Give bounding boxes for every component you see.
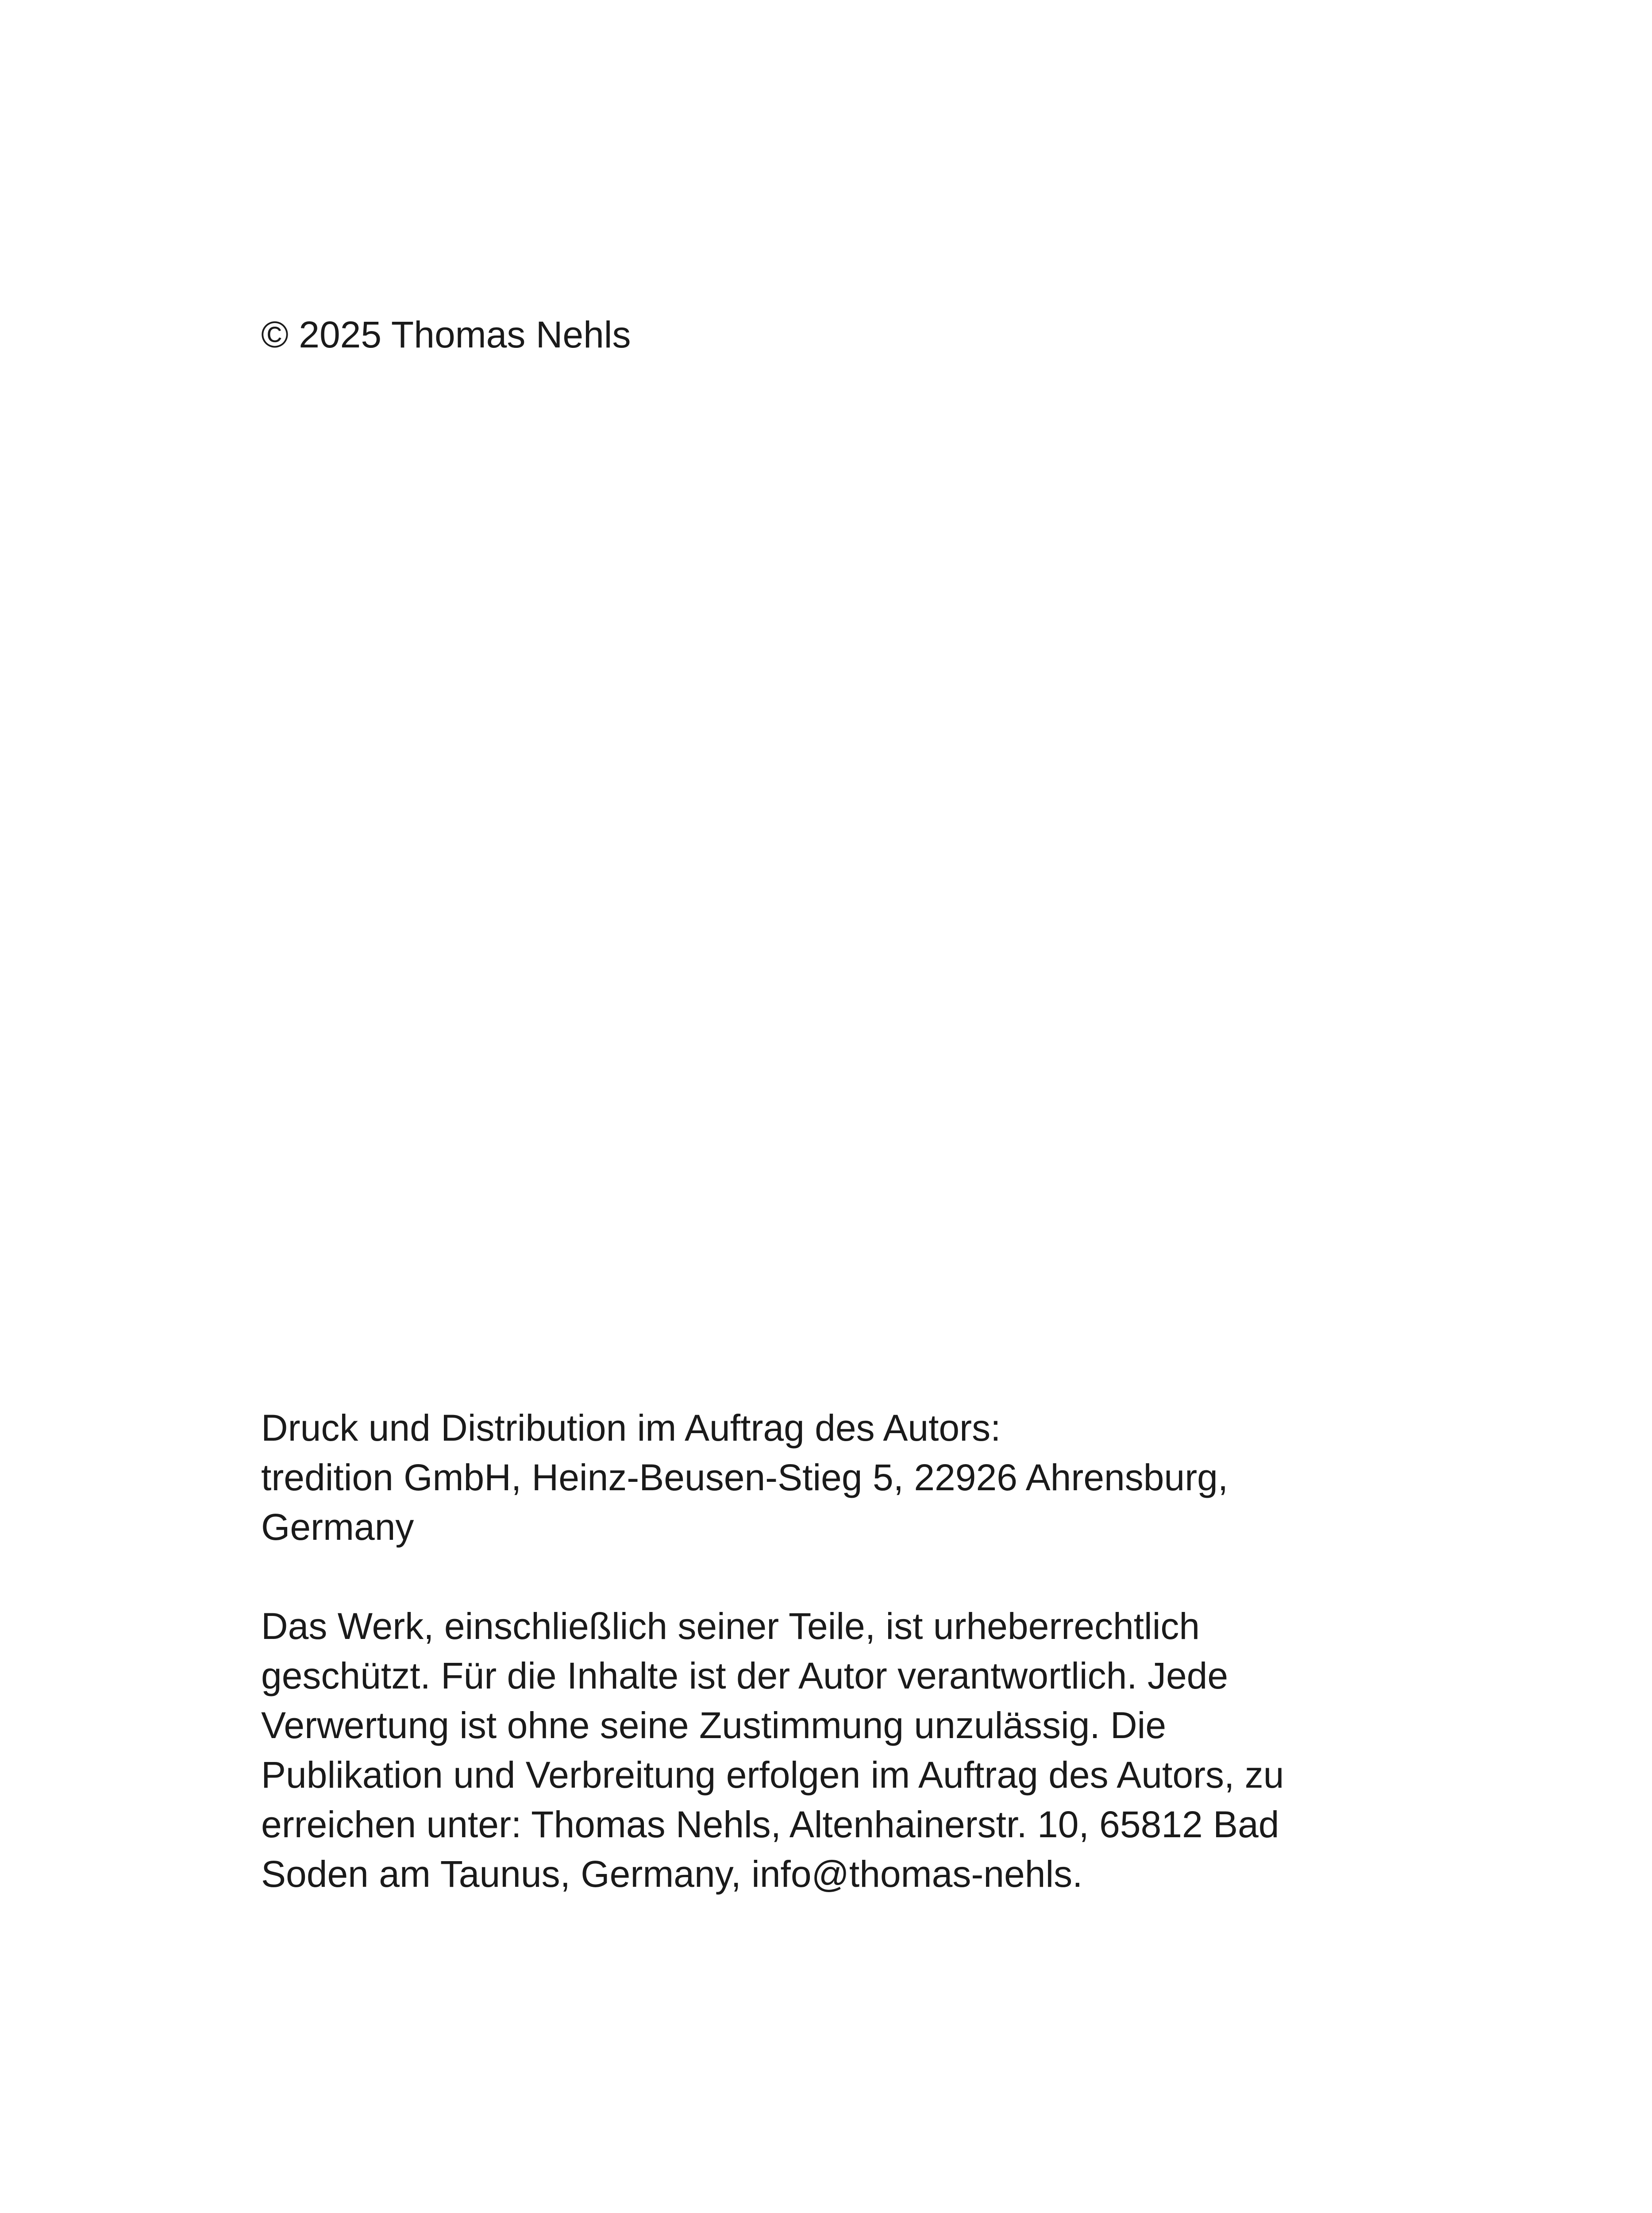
printing-line: tredition GmbH, Heinz-Beusen-Stieg 5, 22926 Ahrensburg, [261, 1457, 1228, 1498]
paragraph-spacer [261, 1552, 1359, 1601]
printing-line: Druck und Distribution im Auftrag des Autors: [261, 1407, 1001, 1449]
imprint-block [261, 1403, 1359, 1899]
rights-line: Soden am Taunus, Germany, info@thomas-nehls. [261, 1853, 1083, 1895]
printing-notice [261, 1403, 1359, 1552]
rights-line: Das Werk, einschließlich seiner Teile, ist urheberrechtlich [261, 1605, 1200, 1647]
rights-notice [261, 1601, 1359, 1899]
rights-line: erreichen unter: Thomas Nehls, Altenhainerstr. 10, 65812 Bad [261, 1804, 1279, 1845]
rights-line: geschützt. Für die Inhalte ist der Autor verantwortlich. Jede [261, 1655, 1228, 1696]
copyright-notice: © 2025 Thomas Nehls [261, 314, 631, 355]
printing-line: Germany [261, 1506, 414, 1548]
rights-line: Verwertung ist ohne seine Zustimmung unzulässig. Die [261, 1704, 1167, 1746]
rights-line: Publikation und Verbreitung erfolgen im Auftrag des Autors, zu [261, 1754, 1284, 1796]
